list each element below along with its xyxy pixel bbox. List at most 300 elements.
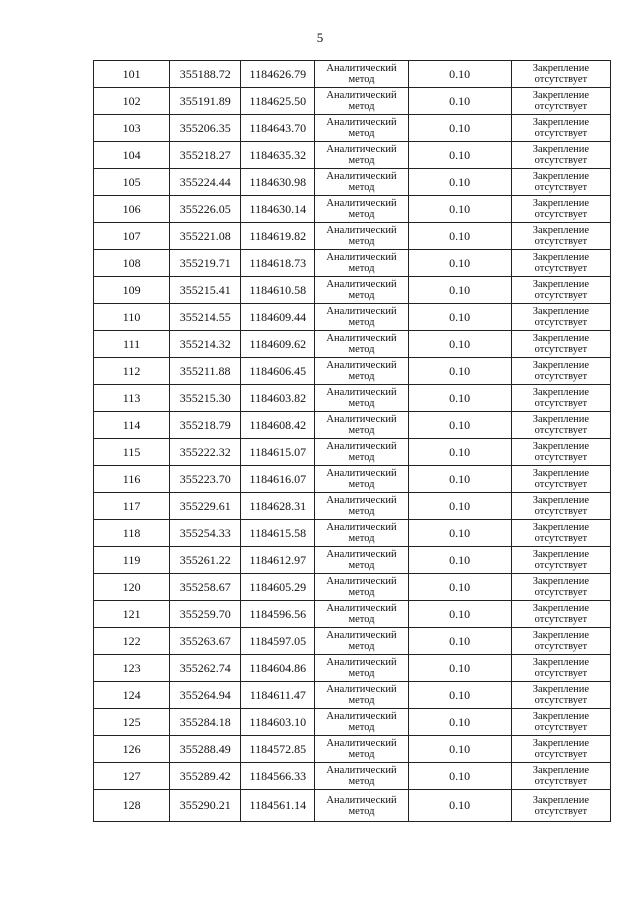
method-cell (315, 574, 408, 601)
point-number-cell: 124 (94, 682, 170, 709)
fixation-cell (511, 223, 610, 250)
fixation-line-1: Закрепление (532, 657, 590, 668)
accuracy-cell: 0.10 (408, 331, 511, 358)
fixation-line-2: отсутствует (534, 101, 588, 112)
method-cell (315, 331, 408, 358)
fixation-line-1: Закрепление (532, 117, 590, 128)
fixation-line-2: отсутствует (534, 452, 588, 463)
accuracy-cell: 0.10 (408, 61, 511, 88)
method-line-2: метод (348, 236, 375, 247)
method-line-1: Аналитический (326, 794, 397, 806)
method-line-1: Аналитический (326, 279, 397, 290)
accuracy-cell: 0.10 (408, 223, 511, 250)
accuracy-cell: 0.10 (408, 736, 511, 763)
point-number-cell: 114 (94, 412, 170, 439)
fixation-line-1: Закрепление (532, 171, 590, 182)
method-line-1: Аналитический (326, 387, 397, 398)
fixation-line-2: отсутствует (534, 506, 588, 517)
fixation-line-2: отсутствует (534, 560, 588, 571)
x-coordinate-cell: 355229.61 (170, 493, 241, 520)
fixation-line-2: отсутствует (534, 155, 588, 166)
table-row (94, 547, 611, 574)
accuracy-cell: 0.10 (408, 790, 511, 822)
method-line-2: метод (348, 722, 375, 733)
fixation-line-1: Закрепление (532, 711, 590, 722)
fixation-cell (511, 709, 610, 736)
method-line-1: Аналитический (326, 360, 397, 371)
fixation-line-1: Закрепление (532, 549, 590, 560)
method-line-1: Аналитический (326, 171, 397, 182)
fixation-cell (511, 277, 610, 304)
x-coordinate-cell: 355191.89 (170, 88, 241, 115)
x-coordinate-cell: 355211.88 (170, 358, 241, 385)
fixation-line-2: отсутствует (534, 614, 588, 625)
fixation-line-1: Закрепление (532, 252, 590, 263)
method-line-1: Аналитический (326, 441, 397, 452)
y-coordinate-cell: 1184635.32 (241, 142, 315, 169)
fixation-line-1: Закрепление (532, 468, 590, 479)
point-number-cell: 111 (94, 331, 170, 358)
method-cell (315, 709, 408, 736)
method-cell (315, 61, 408, 88)
y-coordinate-cell: 1184618.73 (241, 250, 315, 277)
method-cell (315, 790, 408, 822)
accuracy-cell: 0.10 (408, 655, 511, 682)
fixation-line-2: отсутствует (534, 74, 588, 85)
accuracy-cell: 0.10 (408, 385, 511, 412)
method-line-2: метод (348, 101, 375, 112)
fixation-line-2: отсутствует (534, 263, 588, 274)
accuracy-cell: 0.10 (408, 709, 511, 736)
fixation-line-1: Закрепление (532, 279, 590, 290)
fixation-cell (511, 61, 610, 88)
point-number-cell: 127 (94, 763, 170, 790)
fixation-line-2: отсутствует (534, 128, 588, 139)
x-coordinate-cell: 355206.35 (170, 115, 241, 142)
x-coordinate-cell: 355221.08 (170, 223, 241, 250)
fixation-cell (511, 574, 610, 601)
fixation-line-2: отсутствует (534, 290, 588, 301)
fixation-cell (511, 493, 610, 520)
method-cell (315, 547, 408, 574)
point-number-cell: 113 (94, 385, 170, 412)
x-coordinate-cell: 355264.94 (170, 682, 241, 709)
x-coordinate-cell: 355218.79 (170, 412, 241, 439)
fixation-line-1: Закрепление (532, 333, 590, 344)
point-number-cell: 121 (94, 601, 170, 628)
x-coordinate-cell: 355261.22 (170, 547, 241, 574)
method-line-1: Аналитический (326, 117, 397, 128)
accuracy-cell: 0.10 (408, 547, 511, 574)
y-coordinate-cell: 1184611.47 (241, 682, 315, 709)
method-cell (315, 385, 408, 412)
table-row (94, 412, 611, 439)
accuracy-cell: 0.10 (408, 169, 511, 196)
method-line-2: метод (348, 452, 375, 463)
fixation-line-2: отсутствует (534, 479, 588, 490)
table-row (94, 277, 611, 304)
fixation-cell (511, 331, 610, 358)
accuracy-cell: 0.10 (408, 196, 511, 223)
x-coordinate-cell: 355258.67 (170, 574, 241, 601)
accuracy-cell: 0.10 (408, 601, 511, 628)
method-cell (315, 736, 408, 763)
point-number-cell: 125 (94, 709, 170, 736)
fixation-cell (511, 547, 610, 574)
x-coordinate-cell: 355263.67 (170, 628, 241, 655)
method-cell (315, 115, 408, 142)
method-line-1: Аналитический (326, 603, 397, 614)
method-line-1: Аналитический (326, 549, 397, 560)
fixation-line-2: отсутствует (534, 668, 588, 679)
table-row (94, 520, 611, 547)
method-cell (315, 142, 408, 169)
method-cell (315, 196, 408, 223)
method-line-1: Аналитический (326, 684, 397, 695)
table-row (94, 790, 611, 822)
fixation-cell (511, 736, 610, 763)
method-line-2: метод (348, 209, 375, 220)
method-line-2: метод (348, 317, 375, 328)
x-coordinate-cell: 355254.33 (170, 520, 241, 547)
fixation-cell (511, 439, 610, 466)
fixation-cell (511, 196, 610, 223)
point-number-cell: 102 (94, 88, 170, 115)
accuracy-cell: 0.10 (408, 304, 511, 331)
fixation-line-1: Закрепление (532, 441, 590, 452)
table-row (94, 115, 611, 142)
x-coordinate-cell: 355259.70 (170, 601, 241, 628)
fixation-cell (511, 250, 610, 277)
x-coordinate-cell: 355289.42 (170, 763, 241, 790)
fixation-line-2: отсутствует (534, 236, 588, 247)
table-body (94, 61, 611, 822)
point-number-cell: 110 (94, 304, 170, 331)
table-row (94, 439, 611, 466)
x-coordinate-cell: 355218.27 (170, 142, 241, 169)
method-line-1: Аналитический (326, 576, 397, 587)
fixation-cell (511, 790, 610, 822)
x-coordinate-cell: 355188.72 (170, 61, 241, 88)
fixation-line-2: отсутствует (534, 641, 588, 652)
fixation-line-1: Закрепление (532, 306, 590, 317)
y-coordinate-cell: 1184572.85 (241, 736, 315, 763)
y-coordinate-cell: 1184609.44 (241, 304, 315, 331)
point-number-cell: 115 (94, 439, 170, 466)
point-number-cell: 112 (94, 358, 170, 385)
method-line-1: Аналитический (326, 63, 397, 74)
point-number-cell: 103 (94, 115, 170, 142)
accuracy-cell: 0.10 (408, 466, 511, 493)
table-row (94, 250, 611, 277)
method-line-2: метод (348, 74, 375, 85)
y-coordinate-cell: 1184643.70 (241, 115, 315, 142)
method-cell (315, 466, 408, 493)
fixation-line-2: отсутствует (534, 776, 588, 787)
table-row (94, 601, 611, 628)
method-line-2: метод (348, 371, 375, 382)
accuracy-cell: 0.10 (408, 682, 511, 709)
table-row (94, 223, 611, 250)
table-row (94, 709, 611, 736)
y-coordinate-cell: 1184616.07 (241, 466, 315, 493)
point-number-cell: 107 (94, 223, 170, 250)
fixation-line-1: Закрепление (532, 522, 590, 533)
accuracy-cell: 0.10 (408, 439, 511, 466)
fixation-cell (511, 682, 610, 709)
method-cell (315, 682, 408, 709)
point-number-cell: 116 (94, 466, 170, 493)
table-row (94, 763, 611, 790)
y-coordinate-cell: 1184625.50 (241, 88, 315, 115)
fixation-cell (511, 169, 610, 196)
fixation-line-1: Закрепление (532, 765, 590, 776)
table-row (94, 493, 611, 520)
method-line-2: метод (348, 425, 375, 436)
method-line-1: Аналитический (326, 306, 397, 317)
page-number: 5 (316, 30, 324, 45)
x-coordinate-cell: 355214.32 (170, 331, 241, 358)
method-line-1: Аналитический (326, 657, 397, 668)
method-line-1: Аналитический (326, 765, 397, 776)
fixation-line-2: отсутствует (534, 805, 588, 817)
method-line-2: метод (348, 290, 375, 301)
table-row (94, 385, 611, 412)
method-line-1: Аналитический (326, 414, 397, 425)
table-row (94, 142, 611, 169)
fixation-line-1: Закрепление (532, 794, 590, 806)
method-line-2: метод (348, 614, 375, 625)
accuracy-cell: 0.10 (408, 520, 511, 547)
y-coordinate-cell: 1184603.10 (241, 709, 315, 736)
method-line-2: метод (348, 668, 375, 679)
method-line-1: Аналитический (326, 522, 397, 533)
y-coordinate-cell: 1184630.98 (241, 169, 315, 196)
table-row (94, 169, 611, 196)
fixation-cell (511, 142, 610, 169)
method-cell (315, 304, 408, 331)
method-line-1: Аналитический (326, 333, 397, 344)
method-cell (315, 763, 408, 790)
method-line-1: Аналитический (326, 225, 397, 236)
method-line-2: метод (348, 344, 375, 355)
fixation-line-2: отсутствует (534, 425, 588, 436)
x-coordinate-cell: 355222.32 (170, 439, 241, 466)
fixation-cell (511, 358, 610, 385)
fixation-line-1: Закрепление (532, 495, 590, 506)
fixation-line-1: Закрепление (532, 387, 590, 398)
fixation-line-1: Закрепление (532, 603, 590, 614)
x-coordinate-cell: 355262.74 (170, 655, 241, 682)
accuracy-cell: 0.10 (408, 142, 511, 169)
method-line-2: метод (348, 587, 375, 598)
accuracy-cell: 0.10 (408, 412, 511, 439)
table-row (94, 736, 611, 763)
method-line-1: Аналитический (326, 711, 397, 722)
point-number-cell: 120 (94, 574, 170, 601)
method-line-1: Аналитический (326, 630, 397, 641)
x-coordinate-cell: 355215.41 (170, 277, 241, 304)
fixation-cell (511, 655, 610, 682)
method-line-1: Аналитический (326, 90, 397, 101)
y-coordinate-cell: 1184609.62 (241, 331, 315, 358)
point-number-cell: 128 (94, 790, 170, 822)
y-coordinate-cell: 1184605.29 (241, 574, 315, 601)
method-cell (315, 88, 408, 115)
x-coordinate-cell: 355290.21 (170, 790, 241, 822)
fixation-cell (511, 520, 610, 547)
method-cell (315, 169, 408, 196)
table-row (94, 88, 611, 115)
fixation-line-1: Закрепление (532, 630, 590, 641)
coordinates-table (93, 60, 611, 822)
method-line-1: Аналитический (326, 144, 397, 155)
point-number-cell: 104 (94, 142, 170, 169)
method-cell (315, 655, 408, 682)
fixation-cell (511, 412, 610, 439)
fixation-cell (511, 763, 610, 790)
accuracy-cell: 0.10 (408, 115, 511, 142)
method-cell (315, 223, 408, 250)
method-line-2: метод (348, 263, 375, 274)
y-coordinate-cell: 1184604.86 (241, 655, 315, 682)
x-coordinate-cell: 355214.55 (170, 304, 241, 331)
table-row (94, 304, 611, 331)
fixation-line-2: отсутствует (534, 398, 588, 409)
x-coordinate-cell: 355288.49 (170, 736, 241, 763)
method-cell (315, 277, 408, 304)
point-number-cell: 109 (94, 277, 170, 304)
y-coordinate-cell: 1184608.42 (241, 412, 315, 439)
accuracy-cell: 0.10 (408, 88, 511, 115)
method-cell (315, 520, 408, 547)
method-line-2: метод (348, 641, 375, 652)
table-row (94, 61, 611, 88)
fixation-line-1: Закрепление (532, 144, 590, 155)
x-coordinate-cell: 355223.70 (170, 466, 241, 493)
x-coordinate-cell: 355219.71 (170, 250, 241, 277)
fixation-line-2: отсутствует (534, 587, 588, 598)
method-line-2: метод (348, 695, 375, 706)
y-coordinate-cell: 1184626.79 (241, 61, 315, 88)
method-cell (315, 628, 408, 655)
method-line-2: метод (348, 805, 375, 817)
x-coordinate-cell: 355224.44 (170, 169, 241, 196)
point-number-cell: 118 (94, 520, 170, 547)
x-coordinate-cell: 355215.30 (170, 385, 241, 412)
accuracy-cell: 0.10 (408, 277, 511, 304)
point-number-cell: 119 (94, 547, 170, 574)
method-cell (315, 412, 408, 439)
method-line-2: метод (348, 749, 375, 760)
fixation-line-2: отсутствует (534, 695, 588, 706)
y-coordinate-cell: 1184610.58 (241, 277, 315, 304)
accuracy-cell: 0.10 (408, 763, 511, 790)
fixation-cell (511, 88, 610, 115)
fixation-cell (511, 115, 610, 142)
point-number-cell: 108 (94, 250, 170, 277)
method-cell (315, 493, 408, 520)
accuracy-cell: 0.10 (408, 358, 511, 385)
method-line-2: метод (348, 560, 375, 571)
fixation-line-2: отсутствует (534, 209, 588, 220)
method-line-1: Аналитический (326, 738, 397, 749)
y-coordinate-cell: 1184561.14 (241, 790, 315, 822)
table-row (94, 196, 611, 223)
y-coordinate-cell: 1184597.05 (241, 628, 315, 655)
fixation-line-1: Закрепление (532, 738, 590, 749)
y-coordinate-cell: 1184619.82 (241, 223, 315, 250)
fixation-line-1: Закрепление (532, 576, 590, 587)
y-coordinate-cell: 1184612.97 (241, 547, 315, 574)
y-coordinate-cell: 1184615.58 (241, 520, 315, 547)
method-cell (315, 358, 408, 385)
fixation-line-2: отсутствует (534, 317, 588, 328)
fixation-cell (511, 628, 610, 655)
point-number-cell: 105 (94, 169, 170, 196)
y-coordinate-cell: 1184603.82 (241, 385, 315, 412)
y-coordinate-cell: 1184566.33 (241, 763, 315, 790)
table-row (94, 466, 611, 493)
method-line-2: метод (348, 533, 375, 544)
fixation-line-2: отсутствует (534, 344, 588, 355)
method-line-2: метод (348, 155, 375, 166)
fixation-line-2: отсутствует (534, 749, 588, 760)
fixation-line-1: Закрепление (532, 225, 590, 236)
fixation-cell (511, 385, 610, 412)
method-line-2: метод (348, 128, 375, 139)
method-cell (315, 439, 408, 466)
method-line-2: метод (348, 506, 375, 517)
x-coordinate-cell: 355226.05 (170, 196, 241, 223)
fixation-line-2: отсутствует (534, 371, 588, 382)
fixation-line-1: Закрепление (532, 90, 590, 101)
accuracy-cell: 0.10 (408, 250, 511, 277)
table-row (94, 358, 611, 385)
fixation-cell (511, 601, 610, 628)
table-row (94, 655, 611, 682)
point-number-cell: 101 (94, 61, 170, 88)
y-coordinate-cell: 1184630.14 (241, 196, 315, 223)
method-cell (315, 601, 408, 628)
point-number-cell: 123 (94, 655, 170, 682)
point-number-cell: 126 (94, 736, 170, 763)
method-line-1: Аналитический (326, 495, 397, 506)
table-row (94, 331, 611, 358)
fixation-line-2: отсутствует (534, 182, 588, 193)
fixation-cell (511, 466, 610, 493)
accuracy-cell: 0.10 (408, 628, 511, 655)
y-coordinate-cell: 1184615.07 (241, 439, 315, 466)
fixation-line-1: Закрепление (532, 63, 590, 74)
method-cell (315, 250, 408, 277)
accuracy-cell: 0.10 (408, 574, 511, 601)
fixation-line-2: отсутствует (534, 722, 588, 733)
y-coordinate-cell: 1184596.56 (241, 601, 315, 628)
method-line-1: Аналитический (326, 198, 397, 209)
table-row (94, 574, 611, 601)
table-row (94, 628, 611, 655)
fixation-line-1: Закрепление (532, 684, 590, 695)
method-line-1: Аналитический (326, 252, 397, 263)
fixation-line-1: Закрепление (532, 198, 590, 209)
fixation-line-1: Закрепление (532, 414, 590, 425)
y-coordinate-cell: 1184606.45 (241, 358, 315, 385)
method-line-2: метод (348, 479, 375, 490)
method-line-2: метод (348, 182, 375, 193)
accuracy-cell: 0.10 (408, 493, 511, 520)
point-number-cell: 117 (94, 493, 170, 520)
